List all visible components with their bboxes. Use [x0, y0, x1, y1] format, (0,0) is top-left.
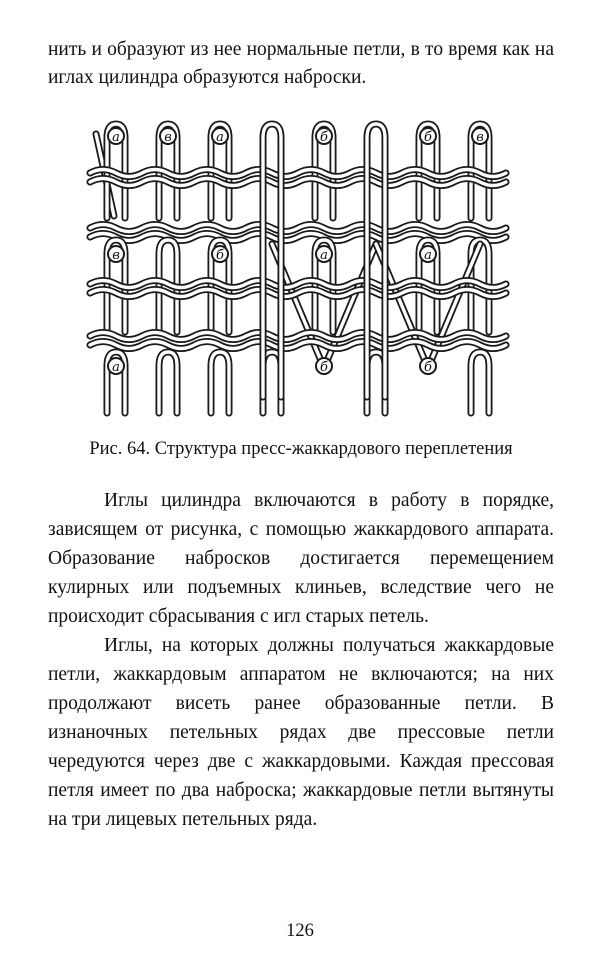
loop-label: а — [112, 360, 120, 375]
loop-label: в — [476, 130, 484, 145]
knit-diagram-wrapper — [48, 116, 554, 421]
intro-paragraph: нить и образуют из нее нормальные петли, в то время как на иглах цилиндра образуются наброски. — [48, 39, 554, 88]
body-paragraph-1: Иглы цилиндра включаются в работу в порядке, зависящем от рисунка, с помощью жаккардового аппарата. Образование набросков достигается перемещением кулирных или подъемных клиньев, вследствие чего не происходит сбрасывания с игл старых петель. — [48, 490, 554, 627]
loop-label: а — [320, 248, 328, 263]
loop-label: а — [216, 130, 224, 145]
loop-label: а — [112, 130, 120, 145]
loop-label: в — [112, 248, 120, 263]
figure-caption: Рис. 64. Структура пресс-жаккардового переплетения — [89, 439, 513, 459]
body-paragraph-2: Иглы, на которых должны получаться жаккардовые петли, жаккардовым аппаратом не включаются; на них продолжают висеть ранее образованные петли. В изнаночных петельных рядах две прессовые петли чередуются через две с жаккардовыми. Каждая прессовая петля имеет по два наброска; жаккардовые петли вытянуты на три лицевых петельных ряда. — [48, 635, 554, 830]
loop-label: в — [164, 130, 172, 145]
knit-structure-diagram — [86, 116, 516, 421]
loop-label: б — [424, 360, 432, 375]
loop-label: а — [424, 248, 432, 263]
loop-label: б — [424, 130, 432, 145]
loop-label: б — [216, 248, 224, 263]
page-number: 126 — [286, 921, 314, 941]
figure-64 — [48, 116, 554, 460]
loop-label: б — [320, 130, 328, 145]
loop-label: б — [320, 360, 328, 375]
